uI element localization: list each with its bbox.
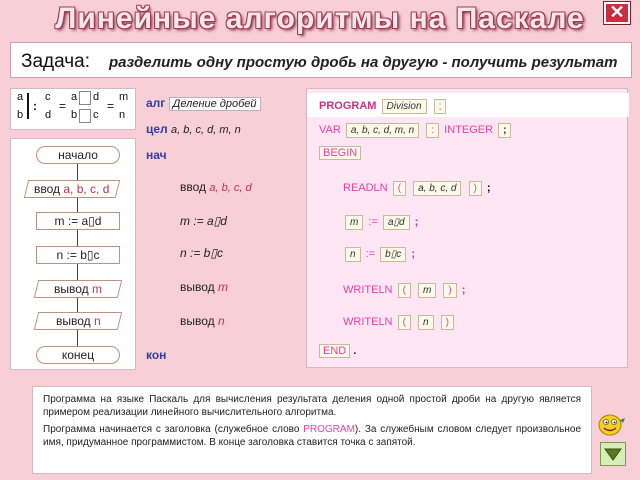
code-line-end: [319, 345, 356, 357]
writeln-arg: n: [418, 315, 434, 330]
end-keyword: END: [319, 344, 350, 358]
var-keyword: VAR: [319, 124, 341, 136]
flow-line: [77, 330, 78, 346]
readln-keyword: READLN: [343, 182, 388, 194]
description-keyword: PROGRAM: [303, 424, 355, 435]
multiply-box-icon: [79, 91, 91, 105]
flow-calc-m: m := a▯d: [36, 212, 120, 230]
alg-input-vars: a, b, c, d: [209, 182, 252, 194]
formula-a: a: [17, 91, 24, 103]
formula-ad-d: d: [93, 91, 100, 103]
formula-panel: [10, 88, 136, 130]
code-line-writeln-m: [343, 283, 465, 298]
cel-keyword: цел: [146, 122, 168, 136]
flow-line: [77, 164, 78, 180]
formula-bc-c: c: [93, 109, 99, 121]
alg-cel: [146, 122, 241, 136]
semicolon: ;: [461, 284, 466, 296]
description-p2-a: Программа начинается с заголовка (служебное слово: [43, 424, 304, 435]
description-p2: [43, 423, 581, 449]
smiley-icon[interactable]: [596, 412, 626, 436]
flow-output-n: [34, 312, 122, 330]
task-text: разделить одну простую дробь на другую - получить результат: [109, 54, 618, 71]
nach-keyword: нач: [146, 148, 167, 162]
flow-end: конец: [36, 346, 120, 364]
flow-output-kw: вывод: [54, 282, 89, 296]
formula-c: c: [45, 91, 51, 103]
next-button[interactable]: [600, 442, 626, 466]
lparen: (: [398, 315, 411, 330]
flow-calc-n: n := b▯c: [36, 246, 120, 264]
begin-keyword: BEGIN: [319, 146, 361, 160]
formula-n: n: [119, 109, 126, 121]
code-line-begin: [319, 147, 361, 159]
assign-op: :=: [365, 248, 376, 260]
kon-keyword: кон: [146, 348, 167, 362]
rparen: ): [443, 283, 456, 298]
alg-out-var: n: [218, 314, 225, 328]
alg-nach: [146, 148, 167, 162]
description-p1: Программа на языке Паскаль для вычисления результата деления одной простой дроби на другую является примером реализации линейного вычислительного алгоритма.: [43, 394, 581, 418]
page-title: Линейные алгоритмы на Паскале: [55, 2, 585, 35]
semicolon: ;: [411, 248, 415, 260]
code-line-readln: [343, 181, 491, 196]
formula-eq1: =: [59, 99, 67, 113]
n-var: n: [345, 247, 361, 262]
alg-input-kw: ввод: [180, 180, 207, 194]
flow-line: [77, 198, 78, 212]
code-line-writeln-n: [343, 315, 456, 330]
task-label: Задача:: [21, 51, 91, 72]
semicolon: ;: [486, 182, 491, 194]
alg-out-var: m: [218, 280, 228, 294]
var-list: a, b, c, d, m, n: [346, 123, 419, 138]
code-line-var: [319, 123, 513, 138]
rparen: ): [441, 315, 454, 330]
alg-out-kw: вывод: [180, 280, 215, 294]
cel-vars: a, b, c, d, m, n: [171, 124, 241, 136]
alg-m-line: m := a▯d: [180, 214, 227, 228]
code-line-program: [319, 99, 448, 114]
m-expr: a▯d: [383, 215, 410, 230]
alg-input: [180, 180, 252, 194]
alg-keyword: алг: [146, 96, 166, 110]
integer-keyword: INTEGER: [444, 124, 494, 136]
alg-out-kw: вывод: [180, 314, 215, 328]
code-line-m: [343, 215, 418, 230]
writeln-keyword: WRITELN: [343, 316, 393, 328]
fraction-bar: [27, 93, 29, 119]
multiply-box-icon: [79, 109, 91, 123]
flow-start: начало: [36, 146, 120, 164]
flow-input: [24, 180, 120, 198]
task-panel: [10, 42, 632, 78]
colon: :: [426, 123, 439, 138]
writeln-keyword: WRITELN: [343, 284, 393, 296]
flow-line: [77, 230, 78, 246]
flow-input-vars: a, b, c, d: [63, 182, 110, 196]
flow-input-kw: ввод: [34, 182, 61, 196]
readln-args: a, b, c, d: [413, 181, 461, 196]
pascal-code-panel: [306, 88, 628, 368]
formula-eq2: =: [107, 99, 115, 113]
flow-output-kw: вывод: [55, 314, 91, 328]
rparen: ): [469, 181, 482, 196]
down-arrow-icon: [601, 443, 625, 465]
semicolon: ;: [434, 99, 447, 114]
assign-op: :=: [368, 216, 378, 228]
flow-line: [77, 264, 78, 280]
lparen: (: [398, 283, 411, 298]
program-keyword: PROGRAM: [319, 100, 377, 112]
close-button[interactable]: [604, 2, 630, 24]
lparen: (: [393, 181, 406, 196]
flow-output-var: m: [92, 282, 102, 296]
flow-output-m: [34, 280, 122, 298]
end-dot: .: [353, 345, 357, 357]
formula-ad-a: a: [71, 91, 78, 103]
formula-m: m: [119, 91, 129, 103]
alg-header: [146, 96, 261, 110]
description-panel: [32, 386, 592, 474]
semicolon: ;: [498, 123, 511, 138]
description-p2-b: ). За служебным словом следует произвольное имя, придуманное программистом. В конце заголовка ставится точка с запятой.: [43, 424, 582, 448]
semicolon: ;: [414, 216, 419, 228]
formula-d: d: [45, 109, 52, 121]
flow-output-var: n: [93, 314, 101, 328]
alg-n-line: n := b▯c: [180, 246, 223, 260]
formula-bc-b: b: [71, 109, 78, 121]
close-icon: ✕: [609, 2, 625, 22]
formula-div: :: [33, 99, 37, 113]
alg-out1: [180, 280, 228, 294]
alg-name: Деление дробей: [169, 97, 261, 111]
alg-out2: [180, 314, 225, 328]
writeln-arg: m: [418, 283, 436, 298]
n-expr: b▯c: [380, 247, 406, 262]
flow-line: [77, 298, 78, 312]
program-name: Division: [382, 99, 427, 114]
code-line-n: [343, 247, 415, 262]
m-var: m: [345, 215, 363, 230]
alg-kon: [146, 348, 166, 362]
formula-b: b: [17, 109, 24, 121]
